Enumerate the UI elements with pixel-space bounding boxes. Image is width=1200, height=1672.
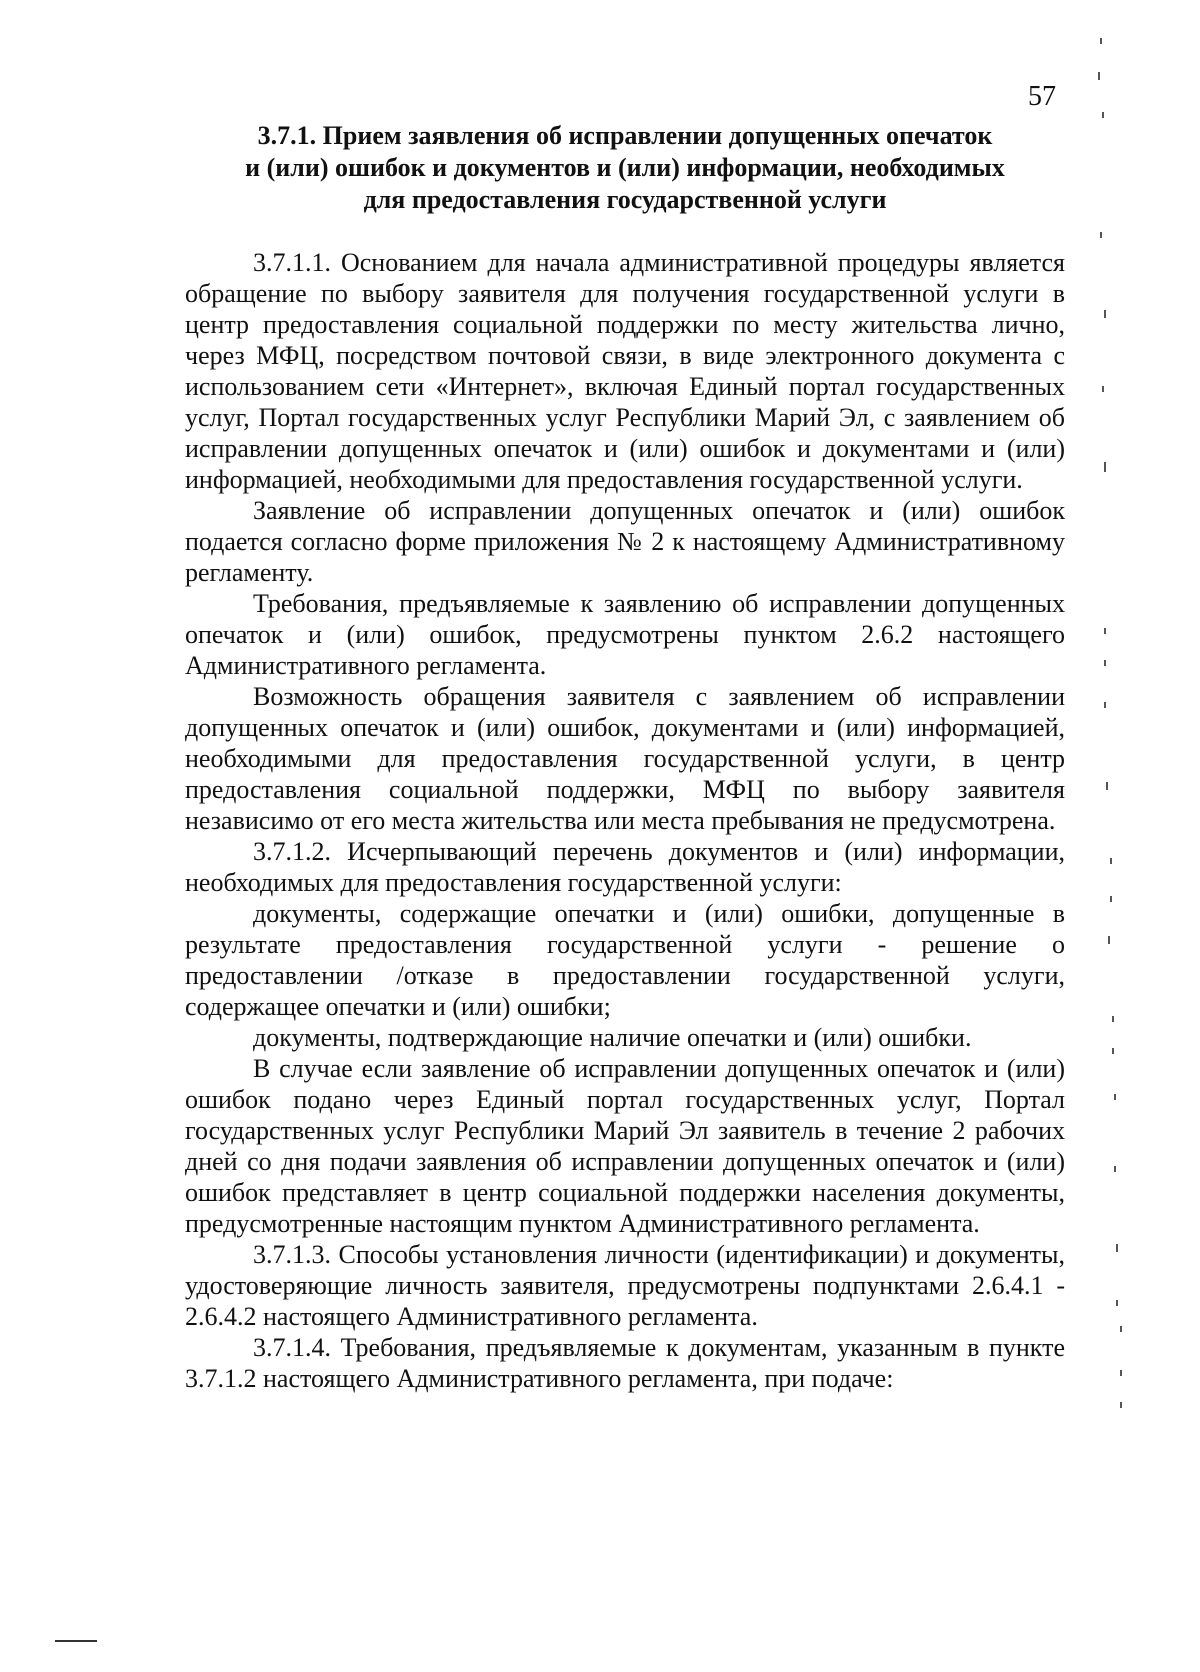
paragraph-3-7-1-3: 3.7.1.3. Способы установления личности (идентификации) и документы, удостоверяющие личность заявителя, предусмотрены подпунктами 2.6.4.1 - 2.6.4.2 настоящего Административного регламента. <box>185 1240 1065 1331</box>
scan-mark <box>1098 72 1100 80</box>
heading-line: 3.7.1. Прием заявления об исправлении допущенных опечаток <box>257 121 993 150</box>
page-number: 57 <box>1028 81 1056 112</box>
paragraph-3-7-1-4: 3.7.1.4. Требования, предъявляемые к документам, указанным в пункте 3.7.1.2 настоящего Административного регламента, при подаче: <box>185 1333 1065 1393</box>
paragraph-documents-with-errors: документы, содержащие опечатки и (или) ошибки, допущенные в результате предоставления государственной услуги - решение о предоставлении /отказе в предоставлении государственной услуги, содержащее опечатки и (или) ошибки; <box>185 899 1065 1021</box>
scan-mark <box>1114 1166 1116 1172</box>
scan-mark <box>55 1640 97 1642</box>
paragraph-portal-submission: В случае если заявление об исправлении допущенных опечаток и (или) ошибок подано через Единый портал государственных услуг, Портал государственных услуг Республики Марий Эл заявитель в течение 2 рабочих дней со дня подачи заявления об исправлении допущенных опечаток и (или) ошибок представляет в центр социальной поддержки населения документы, предусмотренные настоящим пунктом Административного регламента. <box>185 1054 1065 1238</box>
scan-mark <box>1120 1402 1122 1408</box>
document-body <box>185 247 1065 1394</box>
scan-mark <box>1120 1326 1122 1332</box>
scan-mark <box>1114 1094 1116 1100</box>
paragraph-requirements: Требования, предъявляемые к заявлению об исправлении допущенных опечаток и (или) ошибок, предусмотрены пунктом 2.6.2 настоящего Административного регламента. <box>185 589 1065 680</box>
paragraph-confirming-documents: документы, подтверждающие наличие опечатки и (или) ошибки. <box>253 1023 972 1052</box>
scan-mark <box>1104 702 1106 708</box>
scan-mark <box>1112 1048 1114 1054</box>
heading-line: для предоставления государственной услуги <box>363 185 887 214</box>
paragraph-3-7-1-2: 3.7.1.2. Исчерпывающий перечень документов и (или) информации, необходимых для предоставления государственной услуги: <box>185 837 1065 897</box>
scan-mark <box>1104 310 1106 318</box>
scan-mark <box>1108 936 1110 944</box>
scan-mark <box>1106 782 1108 790</box>
scan-mark <box>1116 1244 1118 1252</box>
scan-mark <box>1102 386 1104 392</box>
scan-mark <box>1104 628 1106 634</box>
scan-mark <box>1104 462 1106 472</box>
scan-mark <box>1100 38 1102 44</box>
section-heading <box>180 120 1070 216</box>
scan-mark <box>1104 660 1106 666</box>
paragraph-application-form: Заявление об исправлении допущенных опечаток и (или) ошибок подается согласно форме приложения № 2 к настоящему Административному регламенту. <box>185 496 1065 587</box>
scan-mark <box>1120 1370 1122 1376</box>
heading-line: и (или) ошибок и документов и (или) информации, необходимых <box>245 153 1005 182</box>
scan-mark <box>1102 112 1104 118</box>
paragraph-extraterritorial: Возможность обращения заявителя с заявлением об исправлении допущенных опечаток и (или) ошибок, документами и (или) информацией, необходимыми для предоставления государственной услуги, в центр предоставления социальной поддержки, МФЦ по выбору заявителя независимо от его места жительства или места пребывания не предусмотрена. <box>185 682 1065 835</box>
scan-mark <box>1116 1300 1118 1306</box>
scan-mark <box>1110 858 1112 864</box>
paragraph-3-7-1-1: 3.7.1.1. Основанием для начала административной процедуры является обращение по выбору заявителя для получения государственной услуги в центр предоставления социальной поддержки по месту жительства лично, через МФЦ, посредством почтовой связи, в виде электронного документа с использованием сети «Интернет», включая Единый портал государственных услуг, Портал государственных услуг Республики Марий Эл, с заявлением об исправлении допущенных опечаток и (или) ошибок и документами и (или) информацией, необходимыми для предоставления государственной услуги. <box>185 248 1065 494</box>
scan-mark <box>1110 896 1112 902</box>
scan-mark <box>1112 1016 1114 1022</box>
scan-mark <box>1100 232 1102 238</box>
